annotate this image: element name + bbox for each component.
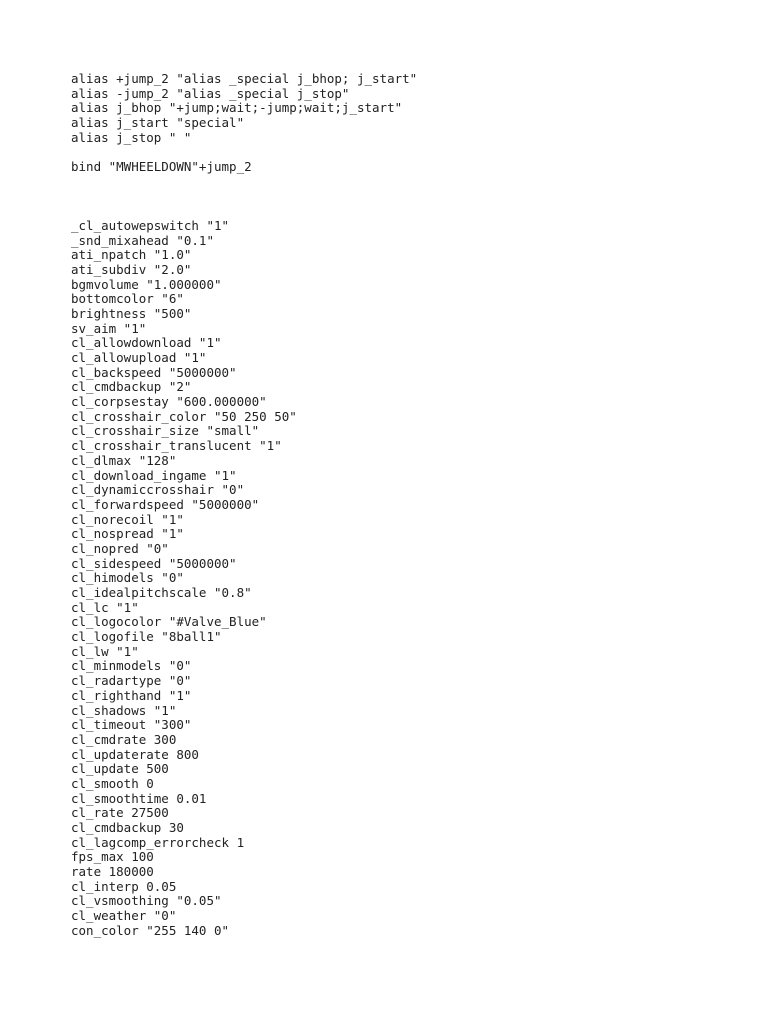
cvar-line: cl_himodels "0" [71,570,184,586]
cvar-line: bgmvolume "1.000000" [71,276,222,292]
bind-line: bind "MWHEELDOWN"+jump_2 [71,159,252,175]
cvar-line: cl_crosshair_size "small" [71,423,260,439]
cvar-line: cl_allowdownload "1" [71,335,222,351]
cvar-line: cl_norecoil "1" [71,511,184,527]
cvar-line: cl_allowupload "1" [71,350,207,365]
alias-line: alias j_start "special" [71,115,245,131]
alias-line: alias j_stop " " [71,129,192,145]
cvar-line: ati_npatch "1.0" [71,247,192,263]
cvar-line: con_color "255 140 0" [71,922,230,938]
cvar-line: cl_weather "0" [71,908,177,924]
cvar-line: cl_vsmoothing "0.05" [71,893,222,909]
cvar-line: _snd_mixahead "0.1" [71,232,214,248]
cvar-line: cl_corpsestay "600.000000" [71,394,267,410]
cvar-line: cl_logocolor "#Valve_Blue" [71,614,267,630]
cvar-line: cl_righthand "1" [71,687,192,703]
cvar-line: rate 180000 [71,864,154,880]
cvar-line: cl_idealpitchscale "0.8" [71,585,252,600]
cvar-line: cl_forwardspeed "5000000" [71,496,260,512]
cvar-line: cl_logofile "8ball1" [71,629,222,645]
cvar-line: cl_interp 0.05 [71,878,177,894]
cvar-line: cl_dynamiccrosshair "0" [71,482,245,498]
cvar-line: cl_cmdbackup "2" [71,379,192,395]
cvar-line: bottomcolor "6" [71,291,184,307]
cvar-line: cl_updaterate 800 [71,746,199,762]
cvar-line: cl_nopred "0" [71,540,169,556]
cvar-line: cl_cmdbackup 30 [71,820,184,835]
alias-block [71,72,721,145]
cvar-line: cl_timeout "300" [71,717,192,733]
cvar-line: cl_lw "1" [71,643,139,659]
alias-line: alias j_bhop "+jump;wait;-jump;wait;j_start" [71,100,403,116]
cvar-line: cl_radartype "0" [71,673,192,689]
config-document [71,72,721,939]
cvar-line: cl_update 500 [71,761,169,777]
bind-block [71,160,721,175]
cvar-line: _cl_autowepswitch "1" [71,217,230,233]
cvar-line: sv_aim "1" [71,320,147,336]
cvar-line: cl_minmodels "0" [71,658,192,674]
cvar-line: ati_subdiv "2.0" [71,261,192,277]
alias-line: alias +jump_2 "alias _special j_bhop; j_start" [71,71,418,86]
cvar-line: cl_nospread "1" [71,526,184,542]
cvar-line: cl_download_ingame "1" [71,467,237,483]
cvar-line: cl_cmdrate 300 [71,731,177,747]
cvar-line: cl_backspeed "5000000" [71,364,237,380]
cvar-block [71,219,721,939]
cvar-line: cl_smoothtime 0.01 [71,790,207,806]
cvar-line: brightness "500" [71,305,192,321]
cvar-line: cl_shadows "1" [71,702,177,718]
cvar-line: cl_sidespeed "5000000" [71,555,237,571]
cvar-line: cl_smooth 0 [71,775,154,791]
cvar-line: cl_dlmax "128" [71,452,177,468]
cvar-line: cl_crosshair_color "50 250 50" [71,408,297,424]
cvar-line: cl_lagcomp_errorcheck 1 [71,834,245,850]
alias-line: alias -jump_2 "alias _special j_stop" [71,85,350,101]
cvar-line: cl_crosshair_translucent "1" [71,438,282,454]
cvar-line: fps_max 100 [71,849,154,865]
cvar-line: cl_rate 27500 [71,805,169,821]
cvar-line: cl_lc "1" [71,599,139,615]
